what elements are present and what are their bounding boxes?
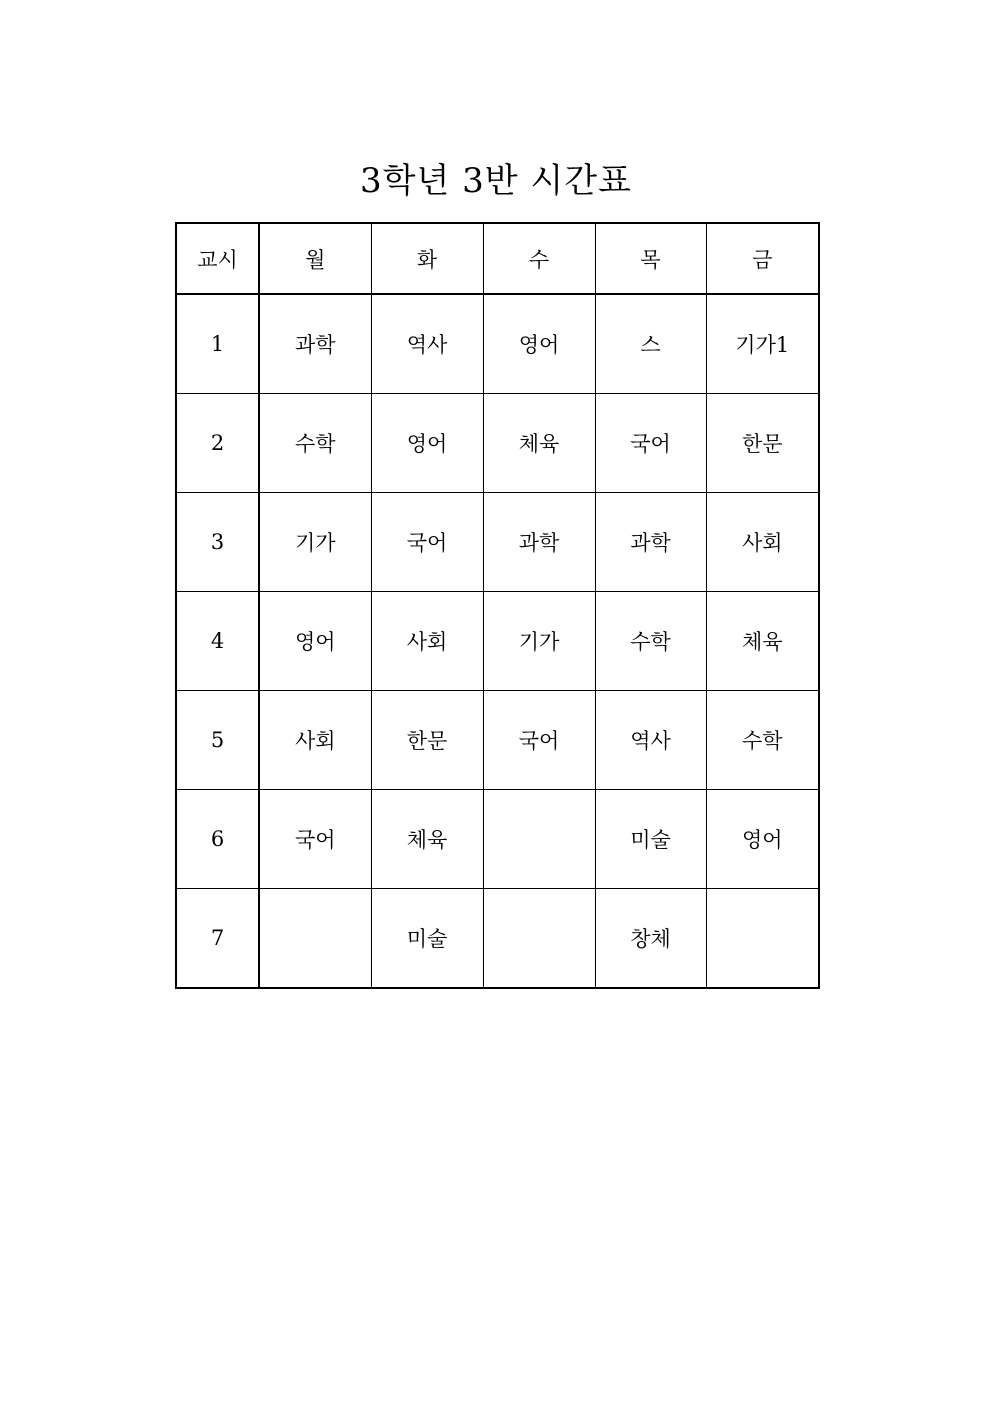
header-tuesday: 화 — [371, 223, 483, 294]
subject-cell: 과학 — [595, 493, 706, 592]
subject-cell: 영어 — [706, 790, 819, 889]
table-row — [176, 493, 819, 592]
subject-cell: 수학 — [259, 394, 371, 493]
subject-cell: 체육 — [483, 394, 595, 493]
page-title: 3학년 3반 시간표 — [360, 161, 632, 201]
period-number: 5 — [176, 691, 259, 790]
period-number: 6 — [176, 790, 259, 889]
header-monday: 월 — [259, 223, 371, 294]
table-row — [176, 394, 819, 493]
header-friday: 금 — [706, 223, 819, 294]
subject-cell: 기가 — [483, 592, 595, 691]
subject-cell — [483, 889, 595, 989]
header-wednesday: 수 — [483, 223, 595, 294]
subject-cell: 한문 — [706, 394, 819, 493]
subject-cell: 기가1 — [706, 294, 819, 394]
subject-cell: 국어 — [595, 394, 706, 493]
table-row — [176, 691, 819, 790]
subject-cell: 역사 — [371, 294, 483, 394]
period-number: 7 — [176, 889, 259, 989]
period-number: 1 — [176, 294, 259, 394]
subject-cell — [706, 889, 819, 989]
subject-cell: 국어 — [259, 790, 371, 889]
subject-cell: 영어 — [483, 294, 595, 394]
subject-cell: 사회 — [706, 493, 819, 592]
table-row — [176, 790, 819, 889]
subject-cell: 영어 — [259, 592, 371, 691]
subject-cell: 국어 — [371, 493, 483, 592]
subject-cell: 미술 — [595, 790, 706, 889]
subject-cell: 과학 — [483, 493, 595, 592]
subject-cell: 국어 — [483, 691, 595, 790]
subject-cell: 체육 — [706, 592, 819, 691]
subject-cell: 스 — [595, 294, 706, 394]
timetable — [175, 222, 820, 989]
subject-cell: 수학 — [706, 691, 819, 790]
period-number: 3 — [176, 493, 259, 592]
subject-cell: 역사 — [595, 691, 706, 790]
subject-cell: 사회 — [371, 592, 483, 691]
subject-cell: 영어 — [371, 394, 483, 493]
header-period: 교시 — [176, 223, 259, 294]
subject-cell: 과학 — [259, 294, 371, 394]
subject-cell: 사회 — [259, 691, 371, 790]
subject-cell — [259, 889, 371, 989]
subject-cell: 기가 — [259, 493, 371, 592]
subject-cell — [483, 790, 595, 889]
table-row — [176, 889, 819, 989]
header-row — [176, 223, 819, 294]
header-thursday: 목 — [595, 223, 706, 294]
period-number: 2 — [176, 394, 259, 493]
subject-cell: 창체 — [595, 889, 706, 989]
subject-cell: 한문 — [371, 691, 483, 790]
subject-cell: 미술 — [371, 889, 483, 989]
period-number: 4 — [176, 592, 259, 691]
table-row — [176, 592, 819, 691]
subject-cell: 수학 — [595, 592, 706, 691]
table-row — [176, 294, 819, 394]
subject-cell: 체육 — [371, 790, 483, 889]
